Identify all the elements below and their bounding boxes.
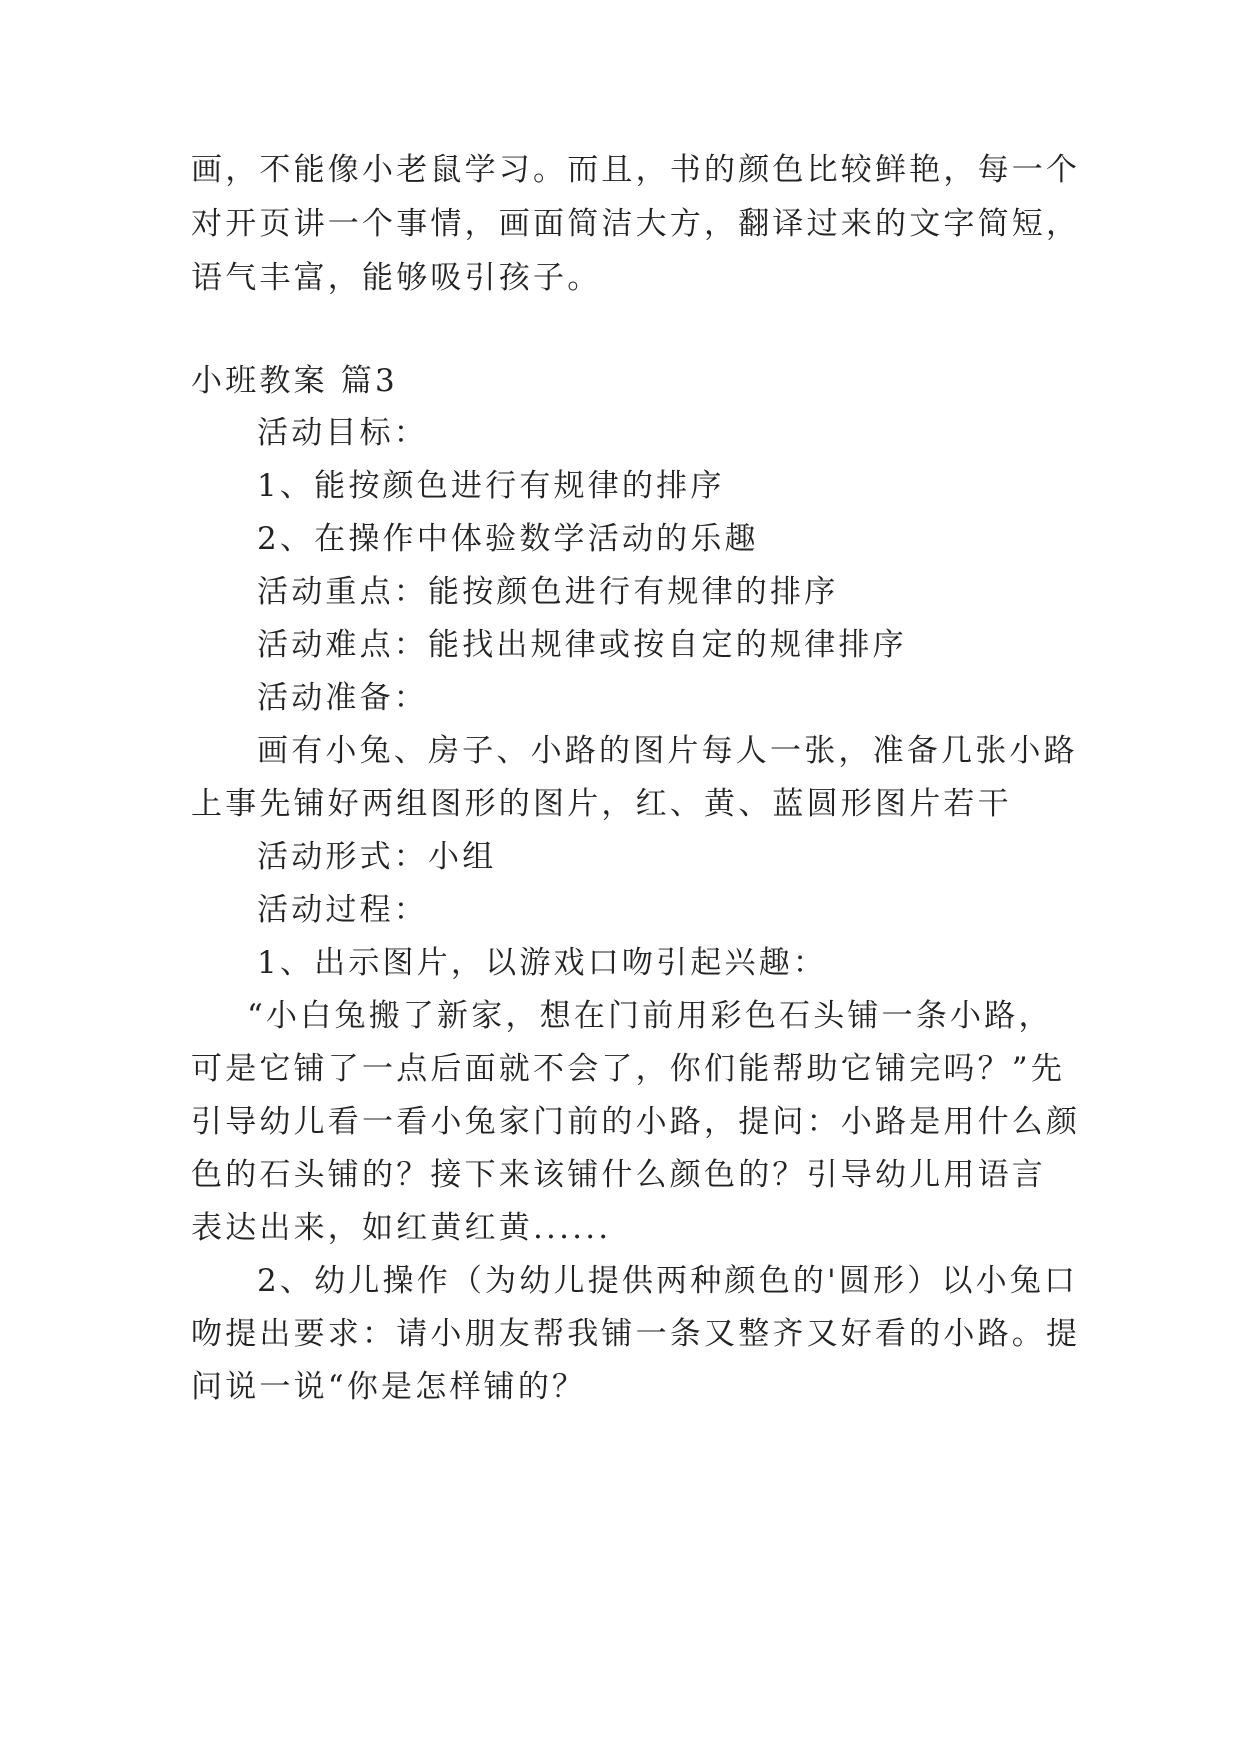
activity-difficulty: 活动难点：能找出规律或按自定的规律排序	[257, 627, 907, 663]
preparation-line-1: 画有小兔、房子、小路的图片每人一张，准备几张小路	[257, 733, 1078, 769]
heading-activity-process: 活动过程：	[257, 892, 428, 928]
intro-line-2: 对开页讲一个事情，画面简洁大方，翻译过来的文字简短，	[191, 206, 1081, 242]
process-paragraph-line-4: 色的石头铺的？接下来该铺什么颜色的？引导幼儿用语言	[191, 1157, 1046, 1193]
goal-item-1: 1、能按颜色进行有规律的排序	[257, 468, 725, 504]
goal-item-2: 2、在操作中体验数学活动的乐趣	[257, 521, 759, 557]
process-paragraph-line-1: “小白兔搬了新家，想在门前用彩色石头铺一条小路，	[247, 998, 1053, 1034]
activity-form: 活动形式：小组	[257, 839, 497, 875]
preparation-line-2: 上事先铺好两组图形的图片，红、黄、蓝圆形图片若干	[191, 786, 1012, 822]
section-title: 小班教案 篇3	[191, 363, 398, 399]
intro-line-3: 语气丰富，能够吸引孩子。	[191, 260, 602, 296]
process-step-2-line-2: 吻提出要求：请小朋友帮我铺一条又整齐又好看的小路。提	[191, 1316, 1081, 1352]
process-step-2-line-3: 问说一说“你是怎样铺的？	[191, 1369, 587, 1405]
heading-activity-goals: 活动目标：	[257, 415, 428, 451]
process-paragraph-line-2: 可是它铺了一点后面就不会了，你们能帮助它铺完吗？”先	[191, 1051, 1066, 1087]
process-paragraph-line-5: 表达出来，如红黄红黄......	[191, 1210, 612, 1246]
intro-line-1: 画，不能像小老鼠学习。而且，书的颜色比较鲜艳，每一个	[191, 152, 1081, 188]
process-step-2-line-1: 2、幼儿操作（为幼儿提供两种颜色的'圆形）以小兔口	[257, 1263, 1079, 1299]
process-step-1: 1、出示图片，以游戏口吻引起兴趣：	[257, 945, 828, 981]
process-paragraph-line-3: 引导幼儿看一看小兔家门前的小路，提问：小路是用什么颜	[191, 1104, 1081, 1140]
activity-focus: 活动重点：能按颜色进行有规律的排序	[257, 574, 839, 610]
heading-activity-preparation: 活动准备：	[257, 680, 428, 716]
